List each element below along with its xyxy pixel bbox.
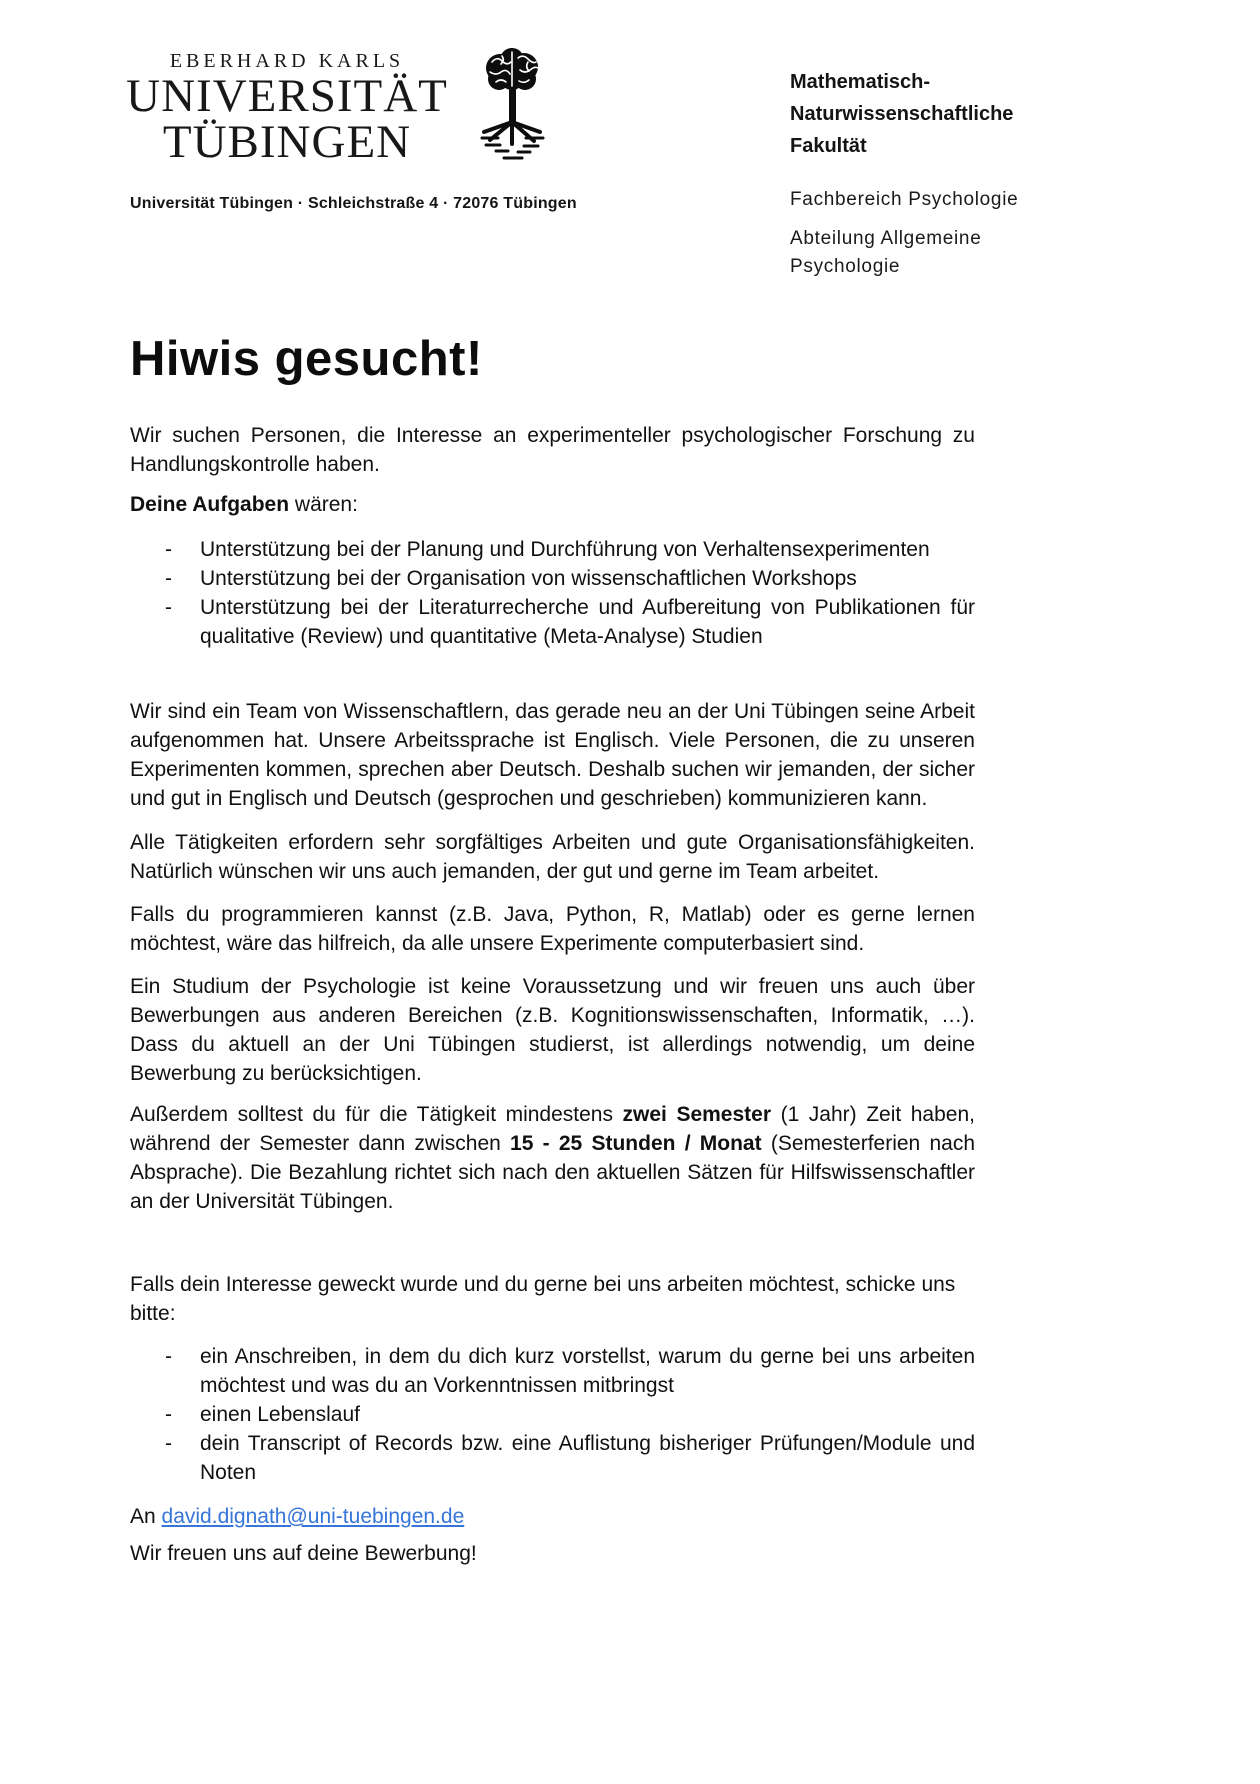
tree-logo-icon [476,46,550,168]
task-text: Unterstützung bei der Literaturrecherche und Aufbereitung von Publikationen für qualitative (Review) und quantitative (Meta-Analyse) Studien [200,596,975,648]
tasks-heading-rest: wären: [289,493,358,516]
page-title: Hiwis gesucht! [130,332,483,386]
bullet-dash: - [165,596,172,619]
faculty-line-3: Fakultät [790,135,867,157]
commitment-seg1: Außerdem solltest du für die Tätigkeit mindestens [130,1103,623,1126]
task-text: Unterstützung bei der Organisation von wissenschaftlichen Workshops [200,567,857,590]
division-line-2: Psychologie [790,256,901,277]
bullet-dash: - [165,1345,172,1368]
apply-item-text: dein Transcript of Records bzw. eine Auflistung bisheriger Prüfungen/Module und Noten [200,1432,975,1484]
faculty-line-1: Mathematisch- [790,71,931,93]
bullet-dash: - [165,538,172,561]
list-item [130,1400,975,1429]
apply-item-text: einen Lebenslauf [200,1403,360,1426]
bullet-dash: - [165,1403,172,1426]
commitment-bold-semester: zwei Semester [622,1103,772,1126]
commitment-paragraph [130,1100,975,1216]
document-body [130,334,975,1568]
studies-paragraph: Ein Studium der Psychologie ist keine Voraussetzung und wir freuen uns auch über Bewerbungen aus anderen Bereichen (z.B. Kognitionswissenschaften, Informatik, …). Dass du aktuell an der Uni Tübingen studierst, ist allerdings notwendig, um deine Bewerbung zu berücksichtigen. [130,975,975,1085]
sender-address: Universität Tübingen · Schleichstraße 4 · 72076 Tübingen [130,195,577,212]
department-name: Fachbereich Psychologie [790,189,1019,210]
tasks-heading-bold: Deine Aufgaben [130,493,290,516]
commitment-seg3: (Semesterferien nach Absprache). Die Bezahlung richtet sich nach den aktuellen Sätzen für Hilfswissenschaftler an der Universität Tübingen. [130,1132,975,1213]
faculty-name [790,66,1013,162]
intro-paragraph: Wir suchen Personen, die Interesse an experimenteller psychologischer Forschung zu Handlungskontrolle haben. [130,424,975,476]
care-paragraph: Alle Tätigkeiten erfordern sehr sorgfältiges Arbeiten und gute Organisationsfähigkeiten. Natürlich wünschen wir uns auch jemanden, der gut und gerne im Team arbeitet. [130,831,975,883]
logo-line-universitaet: UNIVERSITÄT [126,70,448,122]
list-item [130,1429,975,1487]
logo-superline: EBERHARD KARLS [169,50,405,72]
apply-intro-paragraph: Falls dein Interesse geweckt wurde und du gerne bei uns arbeiten möchtest, schicke uns bitte: [130,1273,956,1325]
programming-paragraph: Falls du programmieren kannst (z.B. Java, Python, R, Matlab) oder es gerne lernen möchtest, wäre das hilfreich, da alle unsere Experimente computerbasiert sind. [130,903,975,955]
list-item [130,593,975,651]
bullet-dash: - [165,567,172,590]
contact-email-link[interactable]: david.dignath@uni-tuebingen.de [161,1505,465,1528]
division-line-1: Abteilung Allgemeine [790,228,982,249]
contact-prefix: An [130,1505,162,1528]
apply-item-text: ein Anschreiben, in dem du dich kurz vorstellst, warum du gerne bei uns arbeiten möchtest und was du an Vorkenntnissen mitbringst [200,1345,975,1397]
list-item [130,564,975,593]
division-name [790,225,981,281]
tasks-list [130,535,975,651]
team-paragraph: Wir sind ein Team von Wissenschaftlern, das gerade neu an der Uni Tübingen seine Arbeit aufgenommen hat. Unsere Arbeitssprache ist Englisch. Viele Personen, die zu unseren Experimenten kommen, sprechen aber Deutsch. Deshalb suchen wir jemanden, der sicher und gut in Englisch und Deutsch (gesprochen und geschrieben) kommunizieren kann. [130,700,975,810]
task-text: Unterstützung bei der Planung und Durchführung von Verhaltensexperimenten [200,538,930,561]
tasks-heading [130,490,975,519]
apply-items-list [130,1342,975,1487]
bullet-dash: - [165,1432,172,1455]
contact-line [130,1502,975,1531]
closing-line: Wir freuen uns auf deine Bewerbung! [130,1542,477,1565]
logo-line-tuebingen: TÜBINGEN [162,116,412,168]
commitment-seg2: (1 Jahr) Zeit haben, während der Semester dann zwischen [130,1103,975,1155]
university-logo [126,50,448,168]
list-item [130,1342,975,1400]
commitment-bold-hours: 15 - 25 Stunden / Monat [510,1132,762,1155]
faculty-line-2: Naturwissenschaftliche [790,103,1014,125]
list-item [130,535,975,564]
